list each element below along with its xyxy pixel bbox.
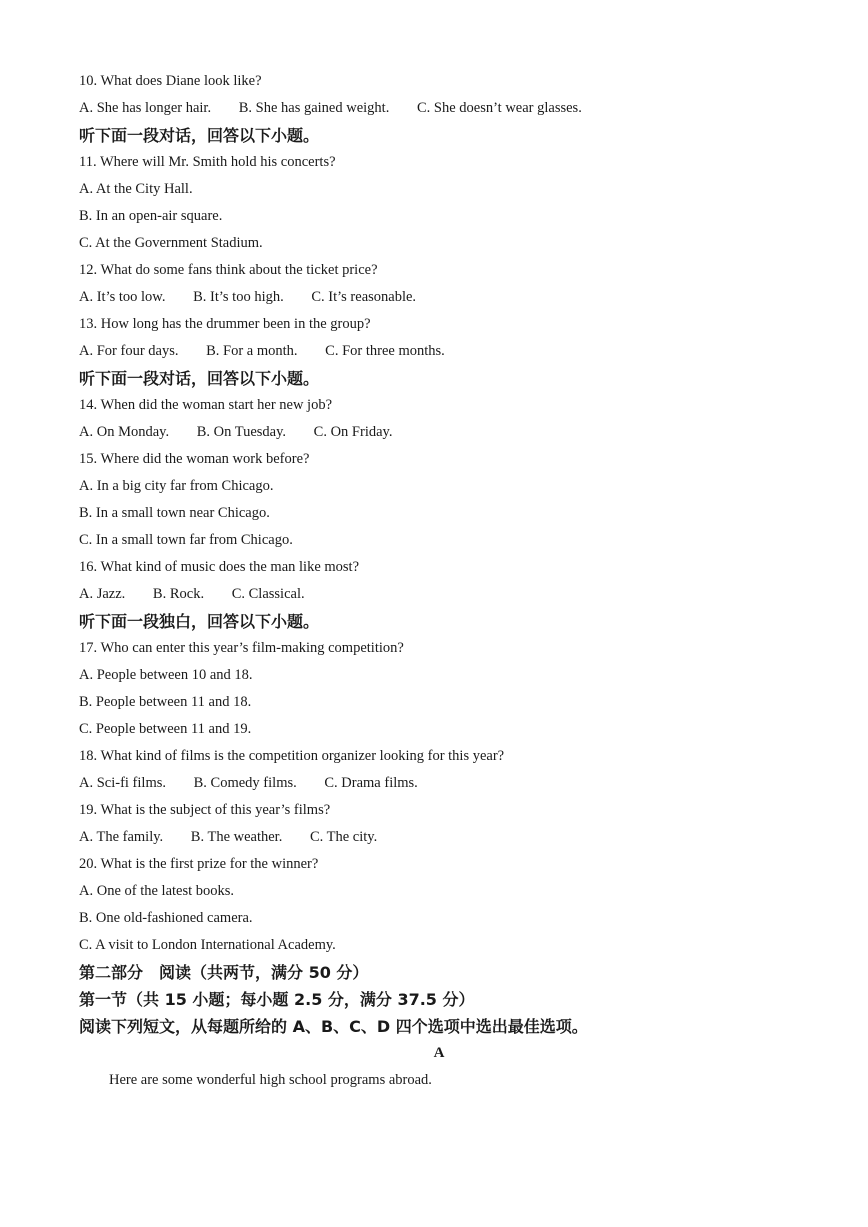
option-b: B. Rock.	[152, 586, 205, 602]
question-19-stem: 19. What is the subject of this year’s films?	[79, 802, 331, 818]
option-b: B. The weather.	[190, 829, 283, 845]
option-a: A. People between 10 and 18.	[79, 667, 253, 683]
part-heading: 第二部分 阅读（共两节，满分 50 分）	[79, 963, 369, 982]
passage-label: A	[433, 1045, 445, 1061]
exam-page	[79, 68, 799, 1094]
option-b: B. Comedy films.	[193, 775, 297, 791]
option-c: C. For three months.	[325, 343, 445, 359]
option-b: B. One old-fashioned camera.	[79, 910, 253, 926]
section-direction: 听下面一段对话，回答以下小题。	[79, 126, 320, 145]
section-direction: 听下面一段对话，回答以下小题。	[79, 369, 320, 388]
question-18-stem: 18. What kind of films is the competition organizer looking for this year?	[79, 748, 505, 764]
option-a: A. It’s too low.	[79, 289, 166, 305]
passage-intro: Here are some wonderful high school programs abroad.	[109, 1072, 432, 1088]
option-c: C. It’s reasonable.	[311, 289, 417, 305]
option-b: B. In a small town near Chicago.	[79, 505, 270, 521]
option-c: C. In a small town far from Chicago.	[79, 532, 293, 548]
option-a: A. For four days.	[79, 343, 179, 359]
question-17-stem: 17. Who can enter this year’s film-making competition?	[79, 640, 404, 656]
option-b: B. In an open-air square.	[79, 208, 223, 224]
question-13-stem: 13. How long has the drummer been in the group?	[79, 316, 371, 332]
question-14-options	[79, 419, 799, 446]
section-direction: 听下面一段独白，回答以下小题。	[79, 612, 320, 631]
question-20-stem: 20. What is the first prize for the winner?	[79, 856, 319, 872]
question-19-options	[79, 824, 799, 851]
question-16-stem: 16. What kind of music does the man like most?	[79, 559, 360, 575]
question-12-stem: 12. What do some fans think about the ticket price?	[79, 262, 378, 278]
question-16-options	[79, 581, 799, 608]
option-a: A. In a big city far from Chicago.	[79, 478, 274, 494]
option-b: B. On Tuesday.	[196, 424, 287, 440]
option-c: C. Drama films.	[324, 775, 418, 791]
section-heading: 第一节（共 15 小题；每小题 2.5 分，满分 37.5 分）	[79, 990, 475, 1009]
option-a: A. She has longer hair.	[79, 100, 212, 116]
option-c: C. People between 11 and 19.	[79, 721, 252, 737]
question-10-stem: 10. What does Diane look like?	[79, 73, 262, 89]
question-10-options	[79, 95, 799, 122]
option-b: B. For a month.	[206, 343, 298, 359]
question-14-stem: 14. When did the woman start her new job?	[79, 397, 333, 413]
option-a: A. One of the latest books.	[79, 883, 235, 899]
question-18-options	[79, 770, 799, 797]
option-c: C. The city.	[309, 829, 378, 845]
option-c: C. A visit to London International Academy.	[79, 937, 336, 953]
option-c: C. At the Government Stadium.	[79, 235, 263, 251]
option-a: A. At the City Hall.	[79, 181, 193, 197]
option-b: B. People between 11 and 18.	[79, 694, 252, 710]
question-12-options	[79, 284, 799, 311]
option-b: B. She has gained weight.	[238, 100, 390, 116]
option-c: C. Classical.	[231, 586, 305, 602]
question-13-options	[79, 338, 799, 365]
option-a: A. The family.	[79, 829, 164, 845]
question-15-stem: 15. Where did the woman work before?	[79, 451, 310, 467]
option-b: B. It’s too high.	[193, 289, 284, 305]
option-c: C. On Friday.	[313, 424, 393, 440]
option-a: A. Jazz.	[79, 586, 126, 602]
reading-instruction: 阅读下列短文，从每题所给的 A、B、C、D 四个选项中选出最佳选项。	[79, 1017, 588, 1036]
option-a: A. Sci-fi films.	[79, 775, 166, 791]
question-11-stem: 11. Where will Mr. Smith hold his concerts?	[79, 154, 336, 170]
option-c: C. She doesn’t wear glasses.	[416, 100, 582, 116]
option-a: A. On Monday.	[79, 424, 170, 440]
